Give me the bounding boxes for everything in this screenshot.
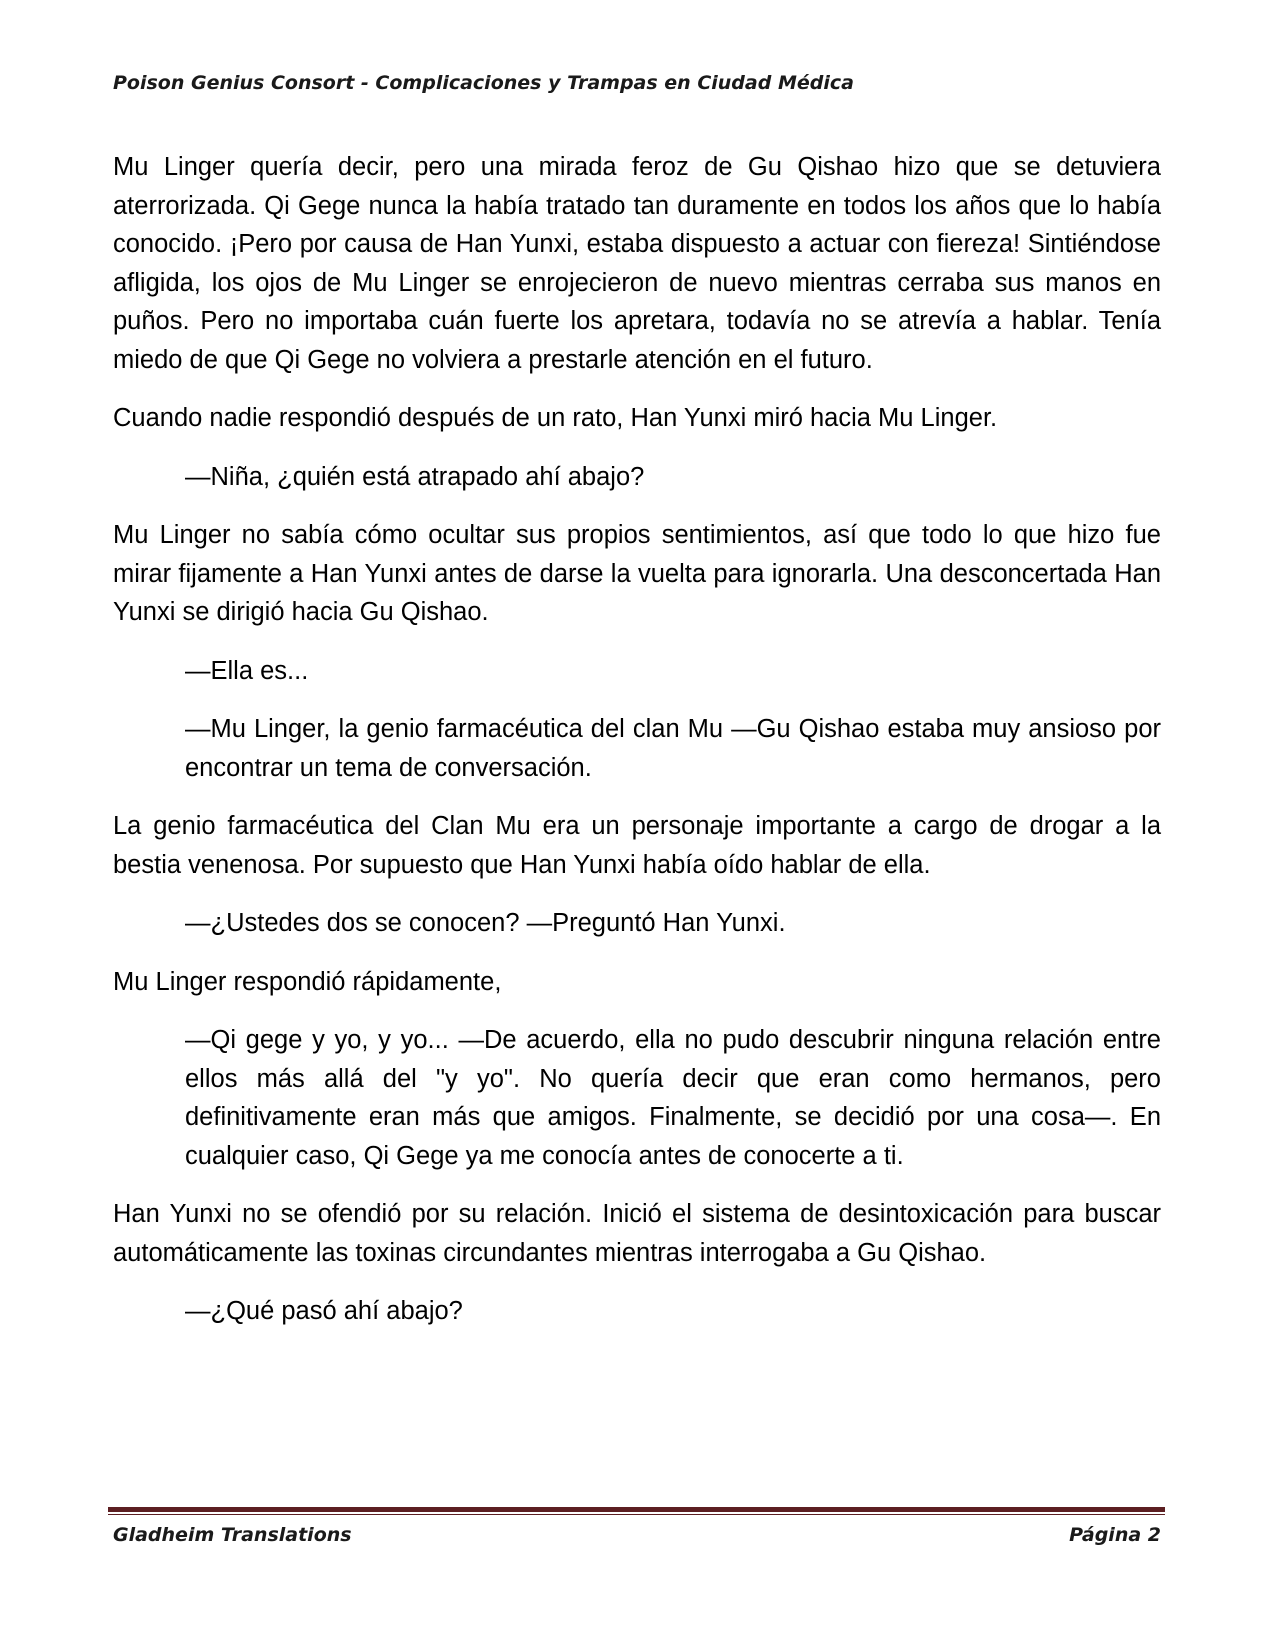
dialogue-line: —¿Qué pasó ahí abajo? (185, 1297, 463, 1325)
paragraph: La genio farmacéutica del Clan Mu era un personaje importante a cargo de drogar a la bestia venenosa. Por supuesto que Han Yunxi había oído hablar de ella. (113, 812, 1161, 879)
dialogue-line: —Qi gege y yo, y yo... —De acuerdo, ella no pudo descubrir ninguna relación entre ellos más allá del "y yo". No quería decir que eran como hermanos, pero definitivamente eran más que amigos. Finalmente, se decidió por una cosa—. En cualquier caso, Qi Gege ya me conocía antes de conocerte a ti. (185, 1026, 1161, 1170)
paragraph: Mu Linger quería decir, pero una mirada feroz de Gu Qishao hizo que se detuviera aterrorizada. Qi Gege nunca la había tratado tan duramente en todos los años que lo había conocido. ¡Pero por causa de Han Yunxi, estaba dispuesto a actuar con fiereza! Sintiéndose afligida, los ojos de Mu Linger se enrojecieron de nuevo mientras cerraba sus manos en puños. Pero no importaba cuán fuerte los apretara, todavía no se atrevía a hablar. Tenía miedo de que Qi Gege no volviera a prestarle atención en el futuro. (113, 153, 1161, 374)
page-number: Página 2 (1069, 1524, 1161, 1546)
dialogue-line: —Niña, ¿quién está atrapado ahí abajo? (185, 462, 645, 491)
footer-divider-thick (108, 1507, 1165, 1512)
footer-divider-thin (108, 1514, 1165, 1515)
paragraph: Mu Linger no sabía cómo ocultar sus propios sentimientos, así que todo lo que hizo fue mirar fijamente a Han Yunxi antes de darse la vuelta para ignorarla. Una desconcertada Han Yunxi se dirigió hacia Gu Qishao. (113, 521, 1161, 626)
footer-divider (108, 1507, 1165, 1515)
footer-publisher: Gladheim Translations (113, 1524, 352, 1546)
paragraph: Mu Linger respondió rápidamente, (113, 967, 502, 996)
page-header: Poison Genius Consort - Complicaciones y Trampas en Ciudad Médica (113, 72, 854, 94)
dialogue-line: —Mu Linger, la genio farmacéutica del clan Mu —Gu Qishao estaba muy ansioso por encontrar un tema de conversación. (185, 715, 1161, 782)
dialogue-line: —Ella es... (185, 656, 309, 685)
paragraph: Han Yunxi no se ofendió por su relación. Inició el sistema de desintoxicación para buscar automáticamente las toxinas circundantes mientras interrogaba a Gu Qishao. (113, 1200, 1161, 1267)
dialogue-line: —¿Ustedes dos se conocen? —Preguntó Han Yunxi. (185, 909, 786, 937)
paragraph: Cuando nadie respondió después de un rato, Han Yunxi miró hacia Mu Linger. (113, 404, 998, 432)
body-text (113, 148, 1161, 1351)
